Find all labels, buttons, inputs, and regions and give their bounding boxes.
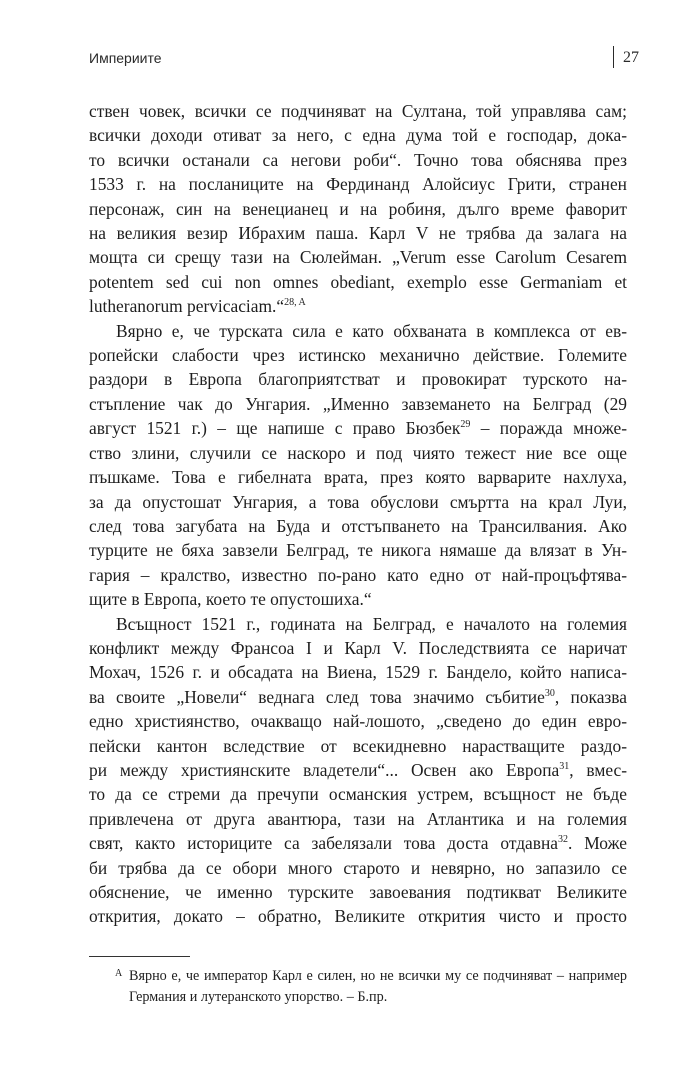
text-line: турците не бяха завзели Белград, те никога нямаше да влязат в Ун- <box>89 540 627 561</box>
header-divider <box>613 46 614 68</box>
text-segment: август 1521 г.) – ще напише с право Бюзбек <box>89 418 461 439</box>
text-line: персонаж, син на венецианец и на робиня, дълго време фаворит <box>89 198 627 219</box>
text-line: potentem sed cui non omnes obediant, exemplo esse Germaniam et <box>89 271 627 292</box>
text-line: мощта си срещу тази на Сюлейман. „Verum esse Carolum Cesarem <box>89 247 627 268</box>
text-line: на великия везир Ибрахим паша. Карл V не трябва да залага на <box>89 223 627 244</box>
note-ref: 31 <box>559 760 570 772</box>
text-line: стъпление чак до Унгария. „Именно завземането на Белград (29 <box>89 393 627 414</box>
footnote <box>89 966 627 1008</box>
running-header <box>89 46 639 70</box>
text-line: привлечена от друга авантюра, тази на Атлантика и на големия <box>89 808 627 829</box>
paragraph-1 <box>89 99 627 319</box>
text-line: то да се стреми да пречупи османския устрем, всъщност не бъде <box>89 784 627 805</box>
text-line: пейски кантон вследствие от всекидневно нарастващите раздо- <box>89 735 627 756</box>
text-line: открития, докато – обратно, Великите открития чисто и просто <box>89 906 627 927</box>
text-line: гария – кралство, известно по-рано като едно от най-процъфтява- <box>89 564 627 585</box>
text-line: ство злини, случили се наскоро и под чиято тежест ние все още <box>89 442 627 463</box>
footnote-marker: A <box>115 968 123 979</box>
text-segment: свят, както историците са забелязали това доста отдавна <box>89 833 559 854</box>
paragraph-3 <box>89 612 627 929</box>
note-ref: 30 <box>544 687 555 699</box>
text-line: ропейски слабости чрез истинско механично действие. Големите <box>89 345 627 366</box>
text-line: щите в Европа, което те опустошиха.“ <box>89 589 372 610</box>
text-line: всички доходи отиват за него, с една дума той е господар, дока- <box>89 125 627 146</box>
text-line <box>89 685 627 709</box>
note-ref: 29 <box>460 419 471 431</box>
text-segment: , вмес- <box>569 759 627 780</box>
text-segment: ри между християнските владетели“... Освен ако Европа <box>89 759 560 780</box>
paragraph-2 <box>89 319 627 612</box>
text-line <box>89 294 627 318</box>
note-ref: 32 <box>558 834 569 846</box>
text-line: пъшкаме. Това е гибелната врата, през която варварите нахлуха, <box>89 467 627 488</box>
text-segment: . Може <box>568 833 627 854</box>
text-segment: , показва <box>554 686 627 707</box>
running-title: Империите <box>89 50 162 66</box>
text-line <box>89 831 627 855</box>
body-text <box>89 99 627 929</box>
text-segment: lutheranorum pervicaciam.“ <box>89 296 285 317</box>
text-segment: – поражда множе- <box>470 418 628 439</box>
text-line: ствен човек, всички се подчиняват на Султана, той управлява сам; <box>89 101 627 121</box>
text-line: то всички останали са негови роби“. Точно това обяснява през <box>89 149 627 170</box>
footnote-divider <box>89 956 190 957</box>
text-line: 1533 г. на посланиците на Фердинанд Алойсиус Грити, странен <box>89 174 627 195</box>
text-line: конфликт между Франсоа I и Карл V. Последствията се наричат <box>89 637 627 658</box>
text-line: Всъщност 1521 г., годината на Белград, е началото на големия <box>116 613 627 634</box>
text-line: за да опустошат Унгария, а това обуслови смъртта на крал Луи, <box>89 491 627 512</box>
text-line: Мохач, 1526 г. и обсадата на Виена, 1529 г. Бандело, който написа- <box>89 662 627 683</box>
text-line: едно християнство, очакващо най-лошото, „сведено до един евро- <box>89 711 627 732</box>
text-segment: ва своите „Новели“ веднага след това значимо събитие <box>89 686 545 707</box>
text-line: обяснение, че именно турските завоевания подтикват Великите <box>89 882 627 902</box>
text-line <box>89 758 627 782</box>
text-line: Вярно е, че турската сила е като обхваната в комплекса от ев- <box>116 320 627 341</box>
footnote-text: Вярно е, че император Карл е силен, но не всички му се подчиняват – например Германия и лутеранското упорство. – Б.пр. <box>129 968 627 1005</box>
text-line: след това загубата на Буда и отстъпването на Трансилвания. Ако <box>89 515 627 536</box>
page-number: 27 <box>623 49 639 66</box>
note-ref: 28, A <box>284 297 306 309</box>
text-line: би трябва да се обори много старото и невярно, но запазило се <box>89 857 627 878</box>
text-line: раздори в Европа благоприятстват и провокират турското на- <box>89 369 627 390</box>
text-line <box>89 416 627 440</box>
